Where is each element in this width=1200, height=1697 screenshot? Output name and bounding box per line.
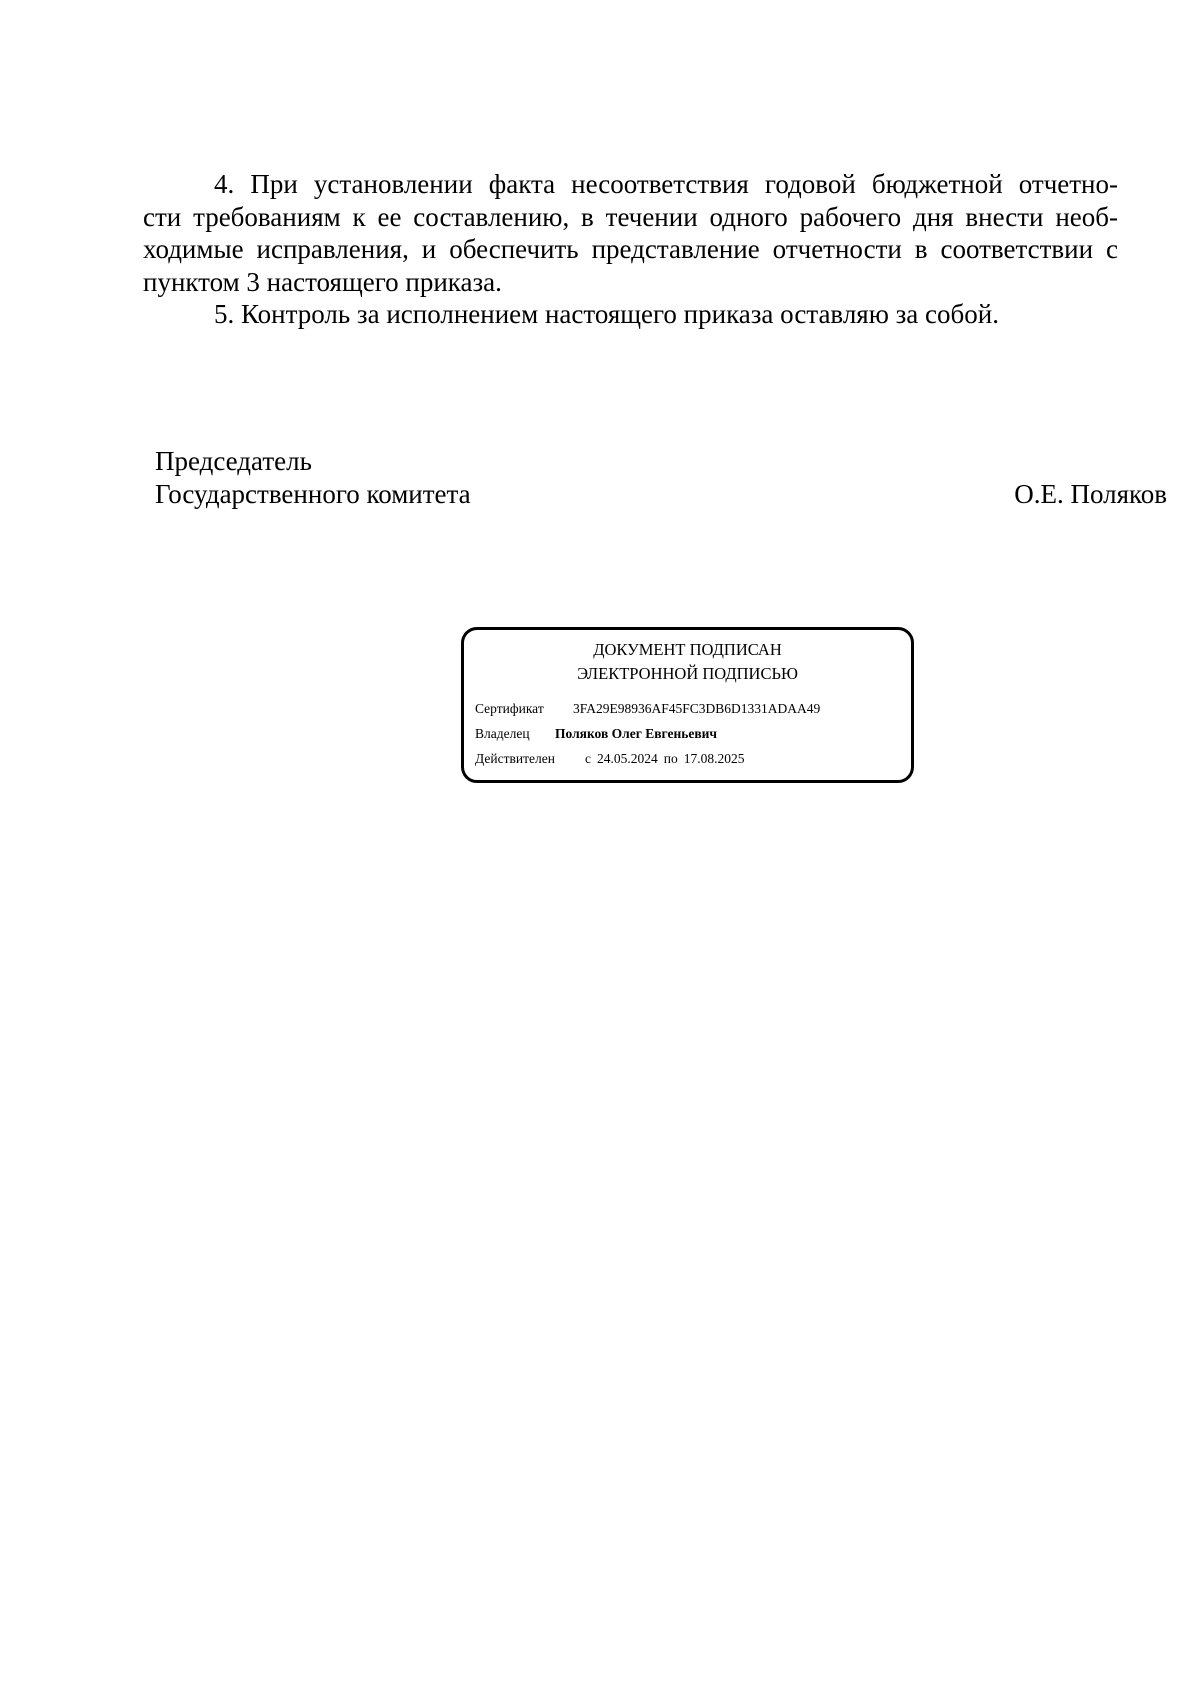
stamp-valid-to-prefix: по [663,751,678,766]
stamp-validity-row [475,750,744,768]
stamp-certificate-row [475,700,820,718]
paragraph-4-line-1: 4. При установлении факта несоответствия годовой бюджетной отчетно- [214,169,1118,199]
signatory-name: О.Е. Поляков [1014,479,1167,509]
stamp-valid-from: 24.05.2024 [597,751,658,766]
stamp-title-line-1: ДОКУМЕНТ ПОДПИСАН [593,640,782,659]
stamp-valid-to: 17.08.2025 [683,751,745,766]
stamp-title-line-2: ЭЛЕКТРОННОЙ ПОДПИСЬЮ [577,664,798,683]
paragraph-4-line-2: сти требованиям к ее составлению, в течении одного рабочего дня внести необ- [143,201,1118,232]
stamp-title [464,638,911,686]
electronic-signature-stamp [461,627,914,783]
stamp-owner-label: Владелец [475,726,530,741]
signatory-position-line-2: Государственного комитета [155,479,471,509]
stamp-certificate-label: Сертификат [475,701,544,716]
stamp-valid-from-prefix: с [585,751,591,766]
signatory-position [155,445,471,511]
paragraph-4 [143,168,1118,298]
signatory-position-line-1: Председатель [155,446,312,476]
stamp-validity-label: Действителен [475,751,555,766]
order-body-text [143,168,1118,331]
paragraph-4-line-4: пунктом 3 настоящего приказа. [143,266,502,297]
paragraph-5 [143,298,1118,331]
paragraph-4-line-3: ходимые исправления, и обеспечить представление отчетности в соответствии с [143,234,1118,264]
stamp-owner-row [475,725,717,743]
paragraph-5-line-1: 5. Контроль за исполнением настоящего приказа оставляю за собой. [214,299,999,329]
stamp-certificate-value: 3FA29E98936AF45FC3DB6D1331ADAA49 [573,701,821,716]
stamp-owner-value: Поляков Олег Евгеньевич [555,726,718,741]
